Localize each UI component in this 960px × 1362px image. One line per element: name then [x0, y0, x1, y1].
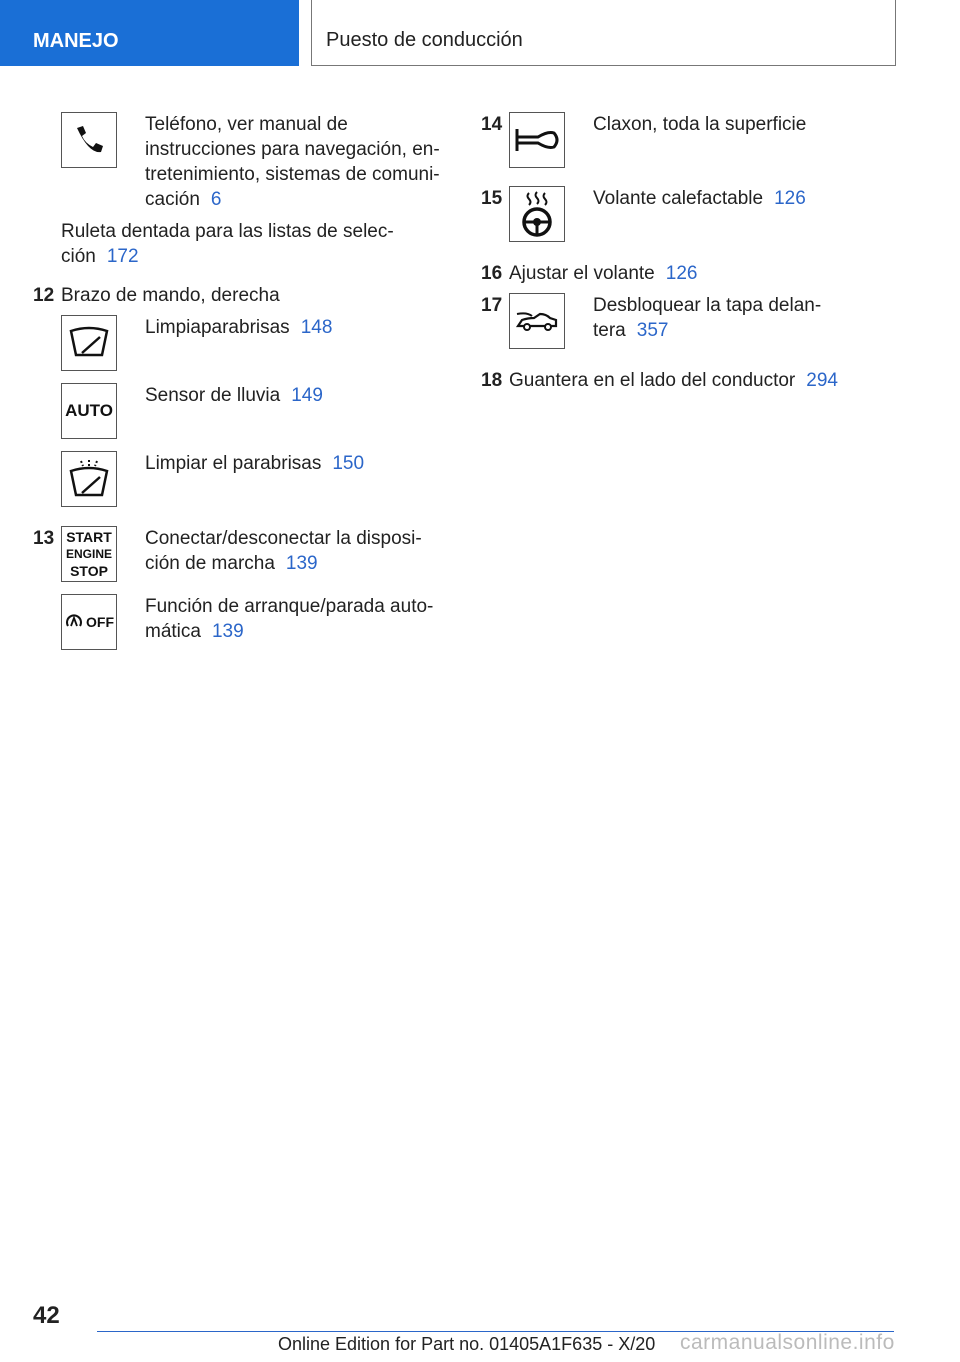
horn-icon [509, 112, 565, 168]
page-ref-link[interactable]: 139 [285, 553, 318, 574]
chapter-header [311, 0, 896, 66]
page-ref-link[interactable]: 149 [291, 385, 323, 406]
wipers-label: Limpiaparabrisas 148 [145, 317, 333, 338]
item-number-17: 17 [481, 295, 503, 316]
item-number-14: 14 [481, 114, 503, 135]
start-stop-description: Conectar/desconectar la disposi- ción de marcha 139 [145, 528, 422, 574]
steering-adjust-label: Ajustar el volante 126 [509, 263, 698, 284]
page-ref-link[interactable]: 126 [665, 263, 698, 284]
phone-description: Teléfono, ver manual de instrucciones para navegación, en- tretenimiento, sistemas de comuni- cación 6 [145, 114, 440, 210]
start-stop-icon: START ENGINE STOP [61, 526, 117, 582]
item-12-title: Brazo de mando, derecha [61, 285, 280, 306]
edition-info: Online Edition for Part no. 01405A1F635 - X/20 [278, 1334, 656, 1354]
auto-start-stop-off-icon: OFF [61, 594, 117, 650]
page-ref-link[interactable]: 148 [300, 317, 333, 338]
hood-release-description: Desbloquear la tapa delan- tera 357 [593, 295, 822, 341]
watermark: carmanualsonline.info [680, 1331, 895, 1354]
item-number-16: 16 [481, 263, 503, 284]
wiper-icon [61, 315, 117, 371]
glovebox-label: Guantera en el lado del conductor 294 [509, 370, 838, 391]
page-number: 42 [33, 1302, 60, 1329]
thumbwheel-description: Ruleta dentada para las listas de selec- ción 172 [61, 221, 394, 267]
item-number-15: 15 [481, 188, 503, 209]
horn-label: Claxon, toda la superficie [593, 114, 807, 135]
rain-sensor-label: Sensor de lluvia 149 [145, 385, 323, 406]
section-title: MANEJO [33, 29, 119, 52]
item-number-13: 13 [33, 528, 55, 549]
page-ref-link[interactable]: 294 [806, 370, 838, 391]
heated-steering-wheel-icon [509, 186, 565, 242]
washer-label: Limpiar el parabrisas 150 [145, 453, 365, 474]
page-ref-link[interactable]: 139 [211, 621, 244, 642]
auto-start-stop-description: Función de arranque/parada auto- mática 139 [145, 596, 434, 642]
page-ref-link[interactable]: 150 [332, 453, 365, 474]
phone-icon [61, 112, 117, 168]
chapter-title: Puesto de conducción [326, 29, 523, 51]
page-ref-link[interactable]: 126 [774, 188, 806, 209]
section-tab [0, 0, 299, 66]
heated-steering-label: Volante calefactable 126 [593, 188, 806, 209]
item-number-12: 12 [33, 285, 55, 306]
auto-icon: AUTO [61, 383, 117, 439]
page-ref-link[interactable]: 357 [636, 320, 669, 341]
item-number-18: 18 [481, 370, 503, 391]
washer-icon [61, 451, 117, 507]
hood-release-icon [509, 293, 565, 349]
page-ref-link[interactable]: 172 [106, 246, 139, 267]
page-ref-link[interactable]: 6 [210, 189, 222, 210]
